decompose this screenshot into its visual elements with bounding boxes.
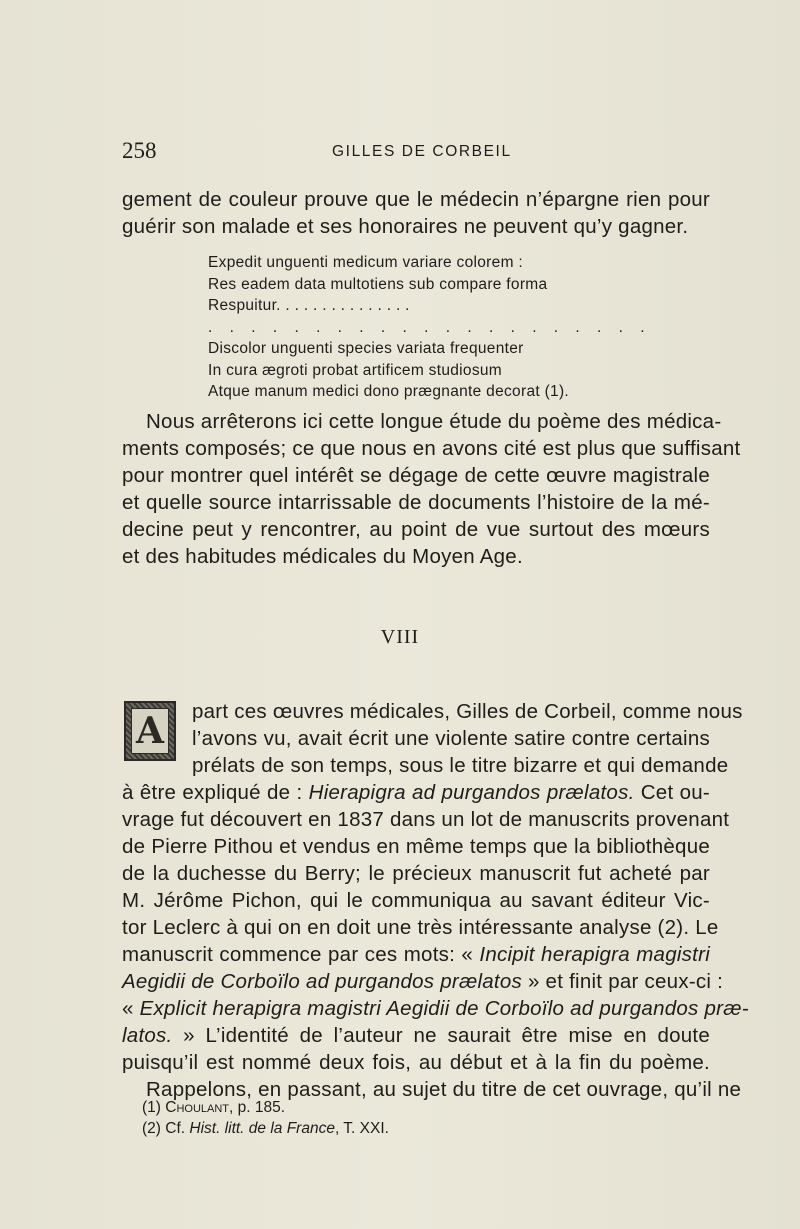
latin-explicit: Explicit herapigra magistri Aegidii de Corboïlo ad purgandos præ- <box>139 997 749 1020</box>
page-number: 258 <box>122 138 157 163</box>
text-run: » L’identité de l’auteur ne saurait être mise en doute <box>172 1024 710 1047</box>
text-line: M. Jérôme Pichon, qui le communiqua au savant éditeur Vic- <box>122 889 710 912</box>
quote-line: Expedit unguenti medicum variare colorem : <box>208 254 523 271</box>
latin-incipit: Aegidii de Corboïlo ad purgandos prælatos <box>122 970 523 993</box>
text-line: gement de couleur prouve que le médecin n’épargne rien pour <box>122 188 710 211</box>
footnote-number: (2) Cf. <box>142 1120 190 1137</box>
text-line: guérir son malade et ses honoraires ne peuvent qu’y gagner. <box>122 215 689 238</box>
text-line: de Pierre Pithou et vendus en même temps que la bibliothèque <box>122 835 710 858</box>
text-run: à être expliqué de : <box>122 781 309 804</box>
quote-line: Respuitur. . . . . . . . . . . . . . . <box>208 297 410 314</box>
quote-line: Res eadem data multotiens sub compare forma <box>208 275 548 293</box>
text-line: part ces œuvres médicales, Gilles de Corbeil, comme nous <box>192 700 743 723</box>
intro-paragraph <box>122 186 710 240</box>
text-line: ments composés; ce que nous en avons cité est plus que suffisant <box>122 437 741 460</box>
text-line <box>122 1022 710 1049</box>
text-line: l’avons vu, avait écrit une violente satire contre certains <box>192 727 710 750</box>
quote-line: Discolor unguenti species variata frequenter <box>208 340 524 357</box>
text-line: prélats de son temps, sous le titre bizarre et qui demande <box>192 754 729 777</box>
text-line: pour montrer quel intérêt se dégage de cette œuvre magistrale <box>122 464 710 487</box>
text-run: « <box>122 997 140 1020</box>
latin-incipit: Incipit herapigra magistri <box>479 943 710 966</box>
conclusion-paragraph <box>122 408 741 570</box>
text-line <box>122 995 749 1022</box>
text-line: decine peut y rencontrer, au point de vue surtout des mœurs <box>122 518 710 541</box>
ellipsis-line: . . . . . . . . . . . . . . . . . . . . . <box>208 318 652 336</box>
text-run: Cet ou- <box>634 781 710 804</box>
text-line <box>122 968 724 995</box>
text-line: de la duchesse du Berry; le précieux manuscrit fut acheté par <box>122 862 710 885</box>
text-line: puisqu’il est nommé deux fois, au début et à la fin du poème. <box>122 1051 710 1074</box>
footnote-2 <box>142 1118 642 1139</box>
text-line <box>122 779 710 806</box>
hierapigra-paragraph <box>122 698 749 1103</box>
page-header <box>122 138 710 168</box>
text-line: et quelle source intarrissable de documents l’histoire de la mé- <box>122 491 710 514</box>
text-line: Nous arrêterons ici cette longue étude du poème des médica- <box>146 410 722 433</box>
running-head: GILLES DE CORBEIL <box>332 143 512 160</box>
work-title: Hierapigra ad purgandos prælatos. <box>308 781 635 804</box>
initial-letter: A <box>131 708 169 754</box>
latin-explicit: latos. <box>122 1024 173 1047</box>
text-line: et des habitudes médicales du Moyen Age. <box>122 545 523 568</box>
footnote-1 <box>142 1097 642 1118</box>
quote-line: Atque manum medici dono prægnante decorat (1). <box>208 383 570 400</box>
text-line <box>122 941 710 968</box>
text-line: tor Leclerc à qui on en doit une très intéressante analyse (2). Le <box>122 916 719 939</box>
section-heading: VIII <box>380 626 420 648</box>
footnote-text: , T. XXI. <box>334 1120 389 1137</box>
footnote-author: Choulant <box>165 1099 230 1116</box>
text-line: vrage fut découvert en 1837 dans un lot de manuscrits provenant <box>122 808 730 831</box>
footnote-title: Hist. litt. de la France <box>189 1120 335 1137</box>
text-line: Rappelons, en passant, au sujet du titre de cet ouvrage, qu’il ne <box>146 1078 742 1101</box>
footnote-text: , p. 185. <box>229 1099 286 1116</box>
quote-line: In cura ægroti probat artificem studiosum <box>208 361 503 379</box>
latin-quotation <box>208 252 652 403</box>
text-run: » et finit par ceux-ci : <box>522 970 724 993</box>
footnotes <box>142 1097 642 1139</box>
footnote-number: (1) <box>142 1099 166 1116</box>
text-run: manuscrit commence par ces mots: « <box>122 943 480 966</box>
